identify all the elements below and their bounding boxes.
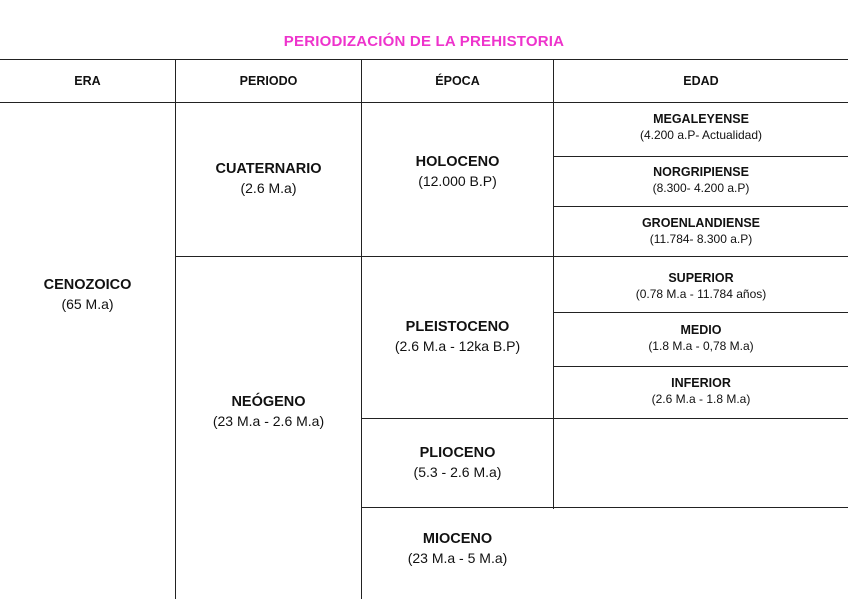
epoca-cell-mioceno <box>362 525 553 573</box>
edad-cell-medio <box>554 320 848 356</box>
edad-range: (4.200 a.P- Actualidad) <box>639 128 763 142</box>
era-range: (65 M.a) <box>61 296 114 312</box>
edad-range: (8.300- 4.200 a.P) <box>652 181 750 195</box>
edad-cell-norgripiense <box>554 162 848 198</box>
column-header-epoca: ÉPOCA <box>435 74 480 88</box>
edad-range: (0.78 M.a - 11.784 años) <box>635 287 767 301</box>
epoca-name: PLIOCENO <box>419 445 496 461</box>
edad-name: NORGRIPIENSE <box>653 165 749 179</box>
row-divider-medio <box>554 366 848 367</box>
epoca-name: MIOCENO <box>422 531 493 547</box>
epoca-cell-pleistoceno <box>362 313 553 361</box>
epoca-name: PLEISTOCENO <box>405 319 510 335</box>
edad-cell-megaleyense <box>554 109 848 145</box>
era-name: CENOZOICO <box>43 277 132 293</box>
epoca-range: (2.6 M.a - 12ka B.P) <box>394 338 521 354</box>
column-header-periodo: PERIODO <box>239 74 298 88</box>
column-divider-era-periodo <box>175 59 176 599</box>
row-divider-plioceno-mioceno <box>362 507 848 508</box>
column-header-edad: EDAD <box>683 74 719 88</box>
edad-name: MEGALEYENSE <box>653 112 749 126</box>
edad-cell-inferior <box>554 373 848 409</box>
edad-name: GROENLANDIENSE <box>641 216 761 230</box>
epoca-range: (5.3 - 2.6 M.a) <box>413 464 502 480</box>
epoca-range: (23 M.a - 5 M.a) <box>407 550 508 566</box>
edad-range: (11.784- 8.300 a.P) <box>649 232 753 246</box>
header-bottom-border <box>0 102 848 103</box>
periodo-range: (2.6 M.a) <box>240 180 297 196</box>
edad-cell-groenlandiense <box>554 213 848 249</box>
era-cell-cenozoico <box>0 270 175 320</box>
row-divider-cuaternario-neogeno <box>176 256 848 257</box>
epoca-range: (12.000 B.P) <box>418 173 497 189</box>
edad-name: SUPERIOR <box>668 271 734 285</box>
epoca-cell-holoceno <box>362 148 553 196</box>
periodo-name: CUATERNARIO <box>215 161 322 177</box>
column-header-era: ERA <box>74 74 101 88</box>
edad-range: (2.6 M.a - 1.8 M.a) <box>651 392 751 406</box>
edad-cell-superior <box>554 268 848 304</box>
row-divider-norgripiense <box>554 206 848 207</box>
row-divider-pleistoceno-plioceno <box>362 418 848 419</box>
row-divider-megaleyense <box>554 156 848 157</box>
periodo-cell-cuaternario <box>176 155 361 203</box>
page-title: PERIODIZACIÓN DE LA PREHISTORIA <box>283 33 565 50</box>
epoca-cell-plioceno <box>362 439 553 487</box>
edad-name: INFERIOR <box>671 376 731 390</box>
periodo-name: NEÓGENO <box>231 394 306 410</box>
edad-name: MEDIO <box>680 323 722 337</box>
row-divider-superior <box>554 312 848 313</box>
edad-range: (1.8 M.a - 0,78 M.a) <box>648 339 754 353</box>
periodo-cell-neogeno <box>176 388 361 436</box>
periodo-range: (23 M.a - 2.6 M.a) <box>212 413 325 429</box>
epoca-name: HOLOCENO <box>415 154 500 170</box>
